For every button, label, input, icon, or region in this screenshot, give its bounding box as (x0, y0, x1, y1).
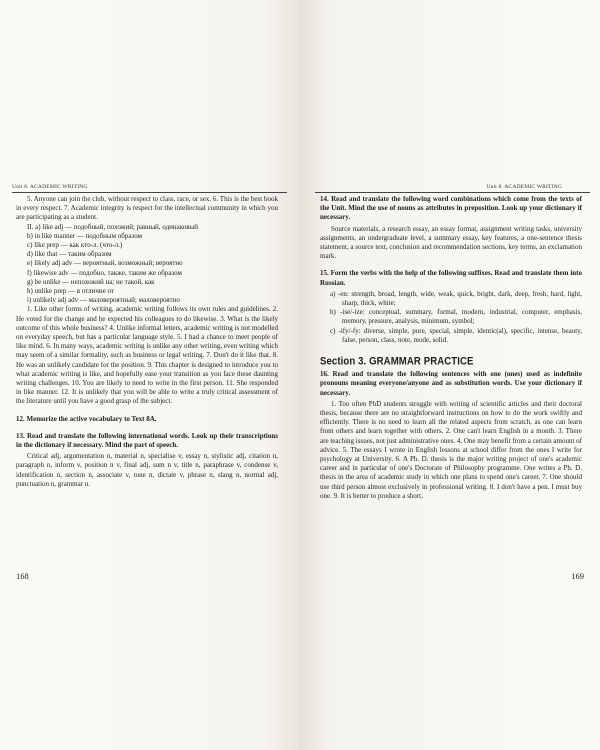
list-item: f) likewise adv — подобно, также, таким же образом (27, 268, 182, 277)
list-item: i) unlikely adj adv — маловероятный; маловероятно (27, 296, 180, 305)
exercise-16-body: 1. Too often PhD students struggle with writing of scientific articles and their doctoral thesis, because there are no straightforward instructions on how to do the work swiftly and efficiently. There is no need to learn all the related aspects from scratch, as one can learn from others and learn together with others. 2. One can't learn English in a month. 3. There are teaching issues, not just administrative ones. 4. One may benefit from a certain amount of advice. 5. The essays I wrote in English lessons at school differ from the ones I write for psychology at University. 6. A Ph. D. thesis is the major writing project of one's academic career and in particular of one's Doctorate of Philosophy programme. One writes a Ph. D. thesis in the area of academic study in which one plans to spend one's career. 7. One should use third person almost exclusively in professional writing. 8. I don't have a pen. I must buy one. 9. It is better to produce a short, (320, 399, 582, 500)
exercise-14-body: Source materials, a research essay, an essay format, assignment writing tasks, university assignments, an undergraduate level, a summary essay, key features, a one-sentence thesis statement, a source text, conclusion and recommendation sections, key terms, an exclamation mark. (320, 224, 582, 261)
suffix-item: c) -ify/-fy: diverse, simple, pure, special, simple, identic(al), specific, intense, beauty, false, person, class, note, mode, solid. (330, 326, 582, 344)
suffix-item: b) -ise/-ize: conceptual, summary, formal, modern, industrial, computer, emphasis, memory, pressure, analysis, minimum, symbol; (330, 308, 582, 326)
section-title: Section 3. GRAMMAR PRACTICE (320, 355, 474, 368)
header-rule (315, 192, 590, 193)
page-number: 169 (571, 571, 584, 581)
exercise-11-sentences: 1. Like other forms of writing, academic writing follows its own rules and guidelines. 2. He voted for the change and he expected his colleagues to do likewise. 3. What is the likely outcome of this whole business? 4. Unlike informal letters, academic writing is not modelled on everyday speech, but has a particular language style. 5. I had a chance to meet people of like mind. 6. In many ways, academic writing is unlike any other writing, even writing which may seem of a similar formality, such as business or legal writing. 7. Don't do it like that. 8. He was an unlikely candidate for the position. 9. This chapter is designed to introduce you to what academic writing is like, and hopefully ease your transition as you face these daunting writing challenges. 10. You are likely to need to write in the first person. 11. She responded in like manner. 12. It is unlikely that you will be able to write a truly critical assessment of the literature until you have a good grasp of the subject. (16, 305, 278, 406)
list-item: c) like prep — как кто-л. (что-л.) (27, 241, 123, 250)
exercise-13-words: Critical adj, argumentation n, material n, specialise v, essay n, stylistic adj, citation n, paragraph n, inform v, position n v, final adj, sum n v, title n, paraphrase v, condense v, identification n, section n, associate v, tone n, dictate v, phrase n, slang n, normal adj, punctuation n, grammar n. (16, 452, 278, 488)
list-item: g) be unlike — непохожий на; не такой, как (27, 277, 155, 286)
running-head: Unit 8. ACADEMIC WRITING (486, 184, 562, 190)
exercise-15-heading: 15. Form the verbs with the help of the following suffixes. Read and translate them into Russian. (320, 269, 582, 287)
continued-paragraph: 5. Anyone can join the club, without respect to class, race, or sex. 6. This is the best book in every respect. 7. Academic integrity is respect for the intellectual community in which you are participating as a student. (16, 195, 278, 222)
header-rule (12, 192, 287, 193)
text-column (16, 195, 278, 489)
exercise-12-heading: 12. Memorize the active vocabulary to Text 8A. (16, 414, 157, 423)
page-number: 168 (16, 571, 29, 581)
exercise-16-heading: 16. Read and translate the following sentences with one (ones) used as indefinite pronouns meaning everyone/anyone and as substitution words. Use your dictionary if necessary. (320, 370, 582, 397)
text-column (320, 195, 582, 501)
list-item: h) unlike prep — в отличие от (27, 287, 114, 296)
exercise-14-heading: 14. Read and translate the following word combinations which come from the texts of the Unit. Mind the use of nouns as attributes in preposition. Look up your dictionary if necessary. (320, 195, 582, 222)
list-item: e) likely adj adv — вероятный, возможный; вероятно (27, 259, 183, 268)
list-item: d) like that — таким образом (27, 250, 112, 259)
right-page (300, 0, 600, 750)
list-item: b) in like manner — подобным образом (27, 231, 142, 240)
exercise-13-heading: 13. Read and translate the following international words. Look up their transcriptions in the dictionary if necessary. Mind the part of speech. (16, 431, 278, 450)
exercise-11-title: II. a) like adj — подобный, похожий; равный, одинаковый (27, 222, 199, 231)
running-head: Unit 8. ACADEMIC WRITING (12, 184, 88, 190)
suffix-item: a) -en: strength, broad, length, wide, weak, quick, bright, dark, deep, fresh, hard, light, sharp, thick, white; (330, 289, 582, 308)
